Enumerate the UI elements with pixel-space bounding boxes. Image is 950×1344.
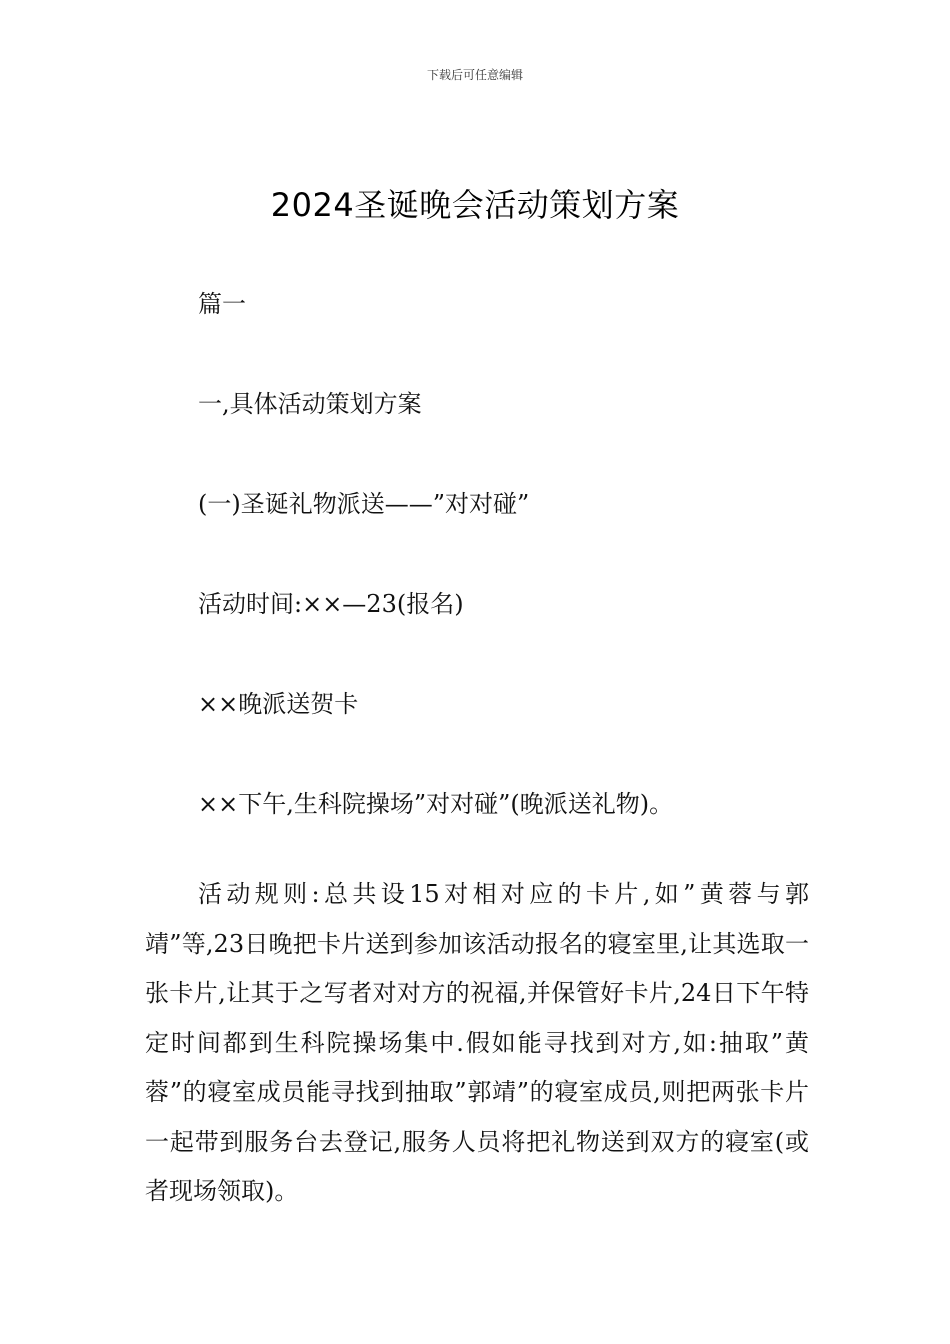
card-delivery-line: ××晚派送贺卡 [198, 690, 359, 718]
header-note: 下载后可任意编辑 [426, 68, 523, 82]
activity-time-line: 活动时间:××—23(报名) [198, 590, 464, 618]
subheading-gift-delivery: (一)圣诞礼物派送——”对对碰” [198, 490, 530, 518]
document-title: 2024圣诞晚会活动策划方案 [270, 186, 680, 224]
heading-activity-plan: 一,具体活动策划方案 [198, 390, 422, 418]
gift-match-line: ××下午,生科院操场”对对碰”(晚派送礼物)。 [198, 790, 674, 818]
rules-paragraph: 活动规则:总共设15对相对应的卡片,如”黄蓉与郭靖”等,23日晚把卡片送到参加该活动报名的寝室里,让其选取一张卡片,让其于之写者对对方的祝福,并保管好卡片,24日下午特定时间都到生科院操场集中.假如能寻找到对方,如:抽取”黄蓉”的寝室成员能寻找到抽取”郭靖”的寝室成员,则把两张卡片一起带到服务台去登记,服务人员将把礼物送到双方的寝室(或者现场领取)。 [145, 880, 809, 1205]
section-label: 篇一 [198, 290, 246, 318]
